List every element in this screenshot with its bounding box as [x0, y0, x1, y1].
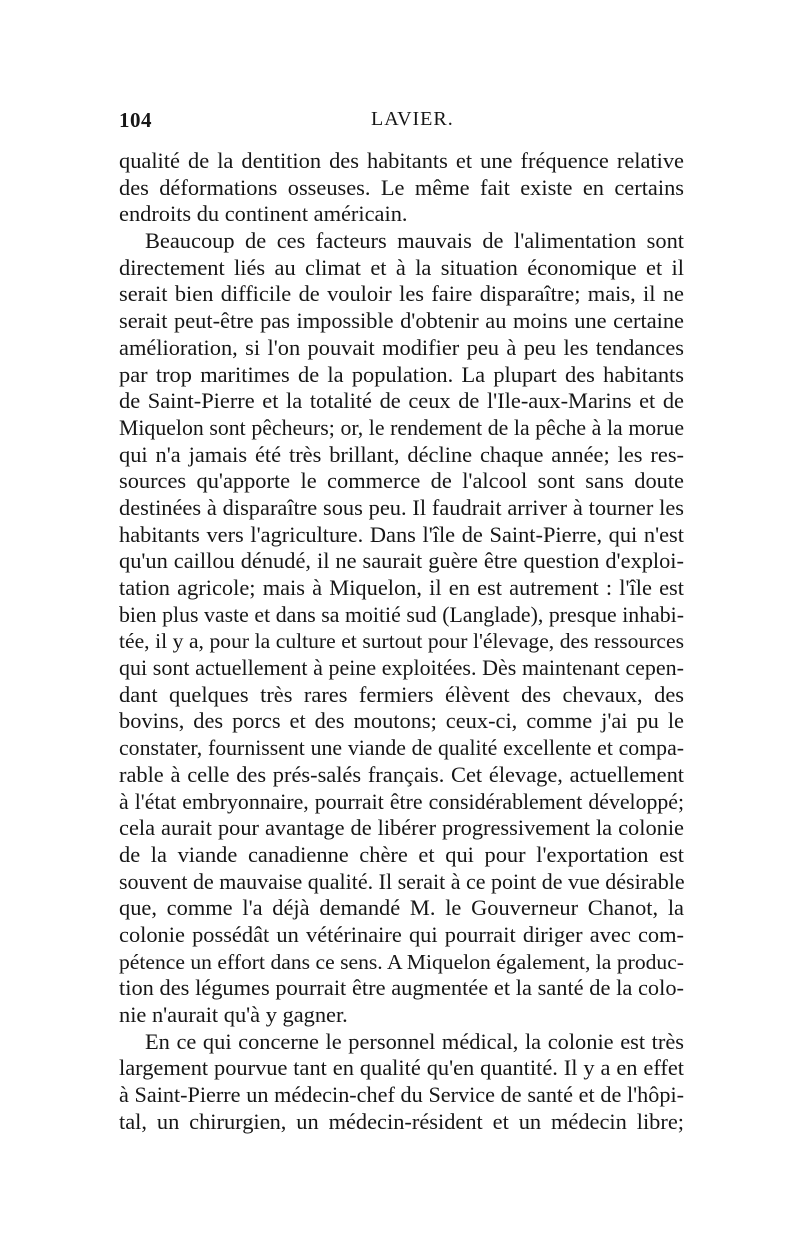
text-line: serait peut-être pas impossible d'obtenir au moins une certaine [119, 308, 684, 334]
text-line: Miquelon sont pêcheurs; or, le rendement de la pêche à la morue [119, 415, 684, 440]
text-line: de Saint-Pierre et la totalité de ceux de l'Ile-aux-Marins et de [119, 388, 684, 414]
text-line: constater, fournissent une viande de qualité excellente et compa- [119, 736, 684, 761]
text-line: pétence un effort dans ce sens. A Miquelon également, la produc- [119, 949, 684, 974]
text-line: destinées à disparaître sous peu. Il faudrait arriver à tourner les [119, 494, 684, 520]
running-head: LAVIER. [371, 108, 454, 130]
page-number: 104 [119, 108, 152, 132]
text-line: amélioration, si l'on pouvait modifier peu à peu les tendances [119, 334, 684, 360]
text-line: habitants vers l'agriculture. Dans l'île de Saint-Pierre, qui n'est [119, 521, 684, 547]
text-line: largement pourvue tant en qualité qu'en quantité. Il y a en effet [119, 1055, 684, 1081]
text-line: souvent de mauvaise qualité. Il serait à ce point de vue désirable [119, 868, 685, 894]
text-line: des déformations osseuses. Le même fait existe en certains [119, 174, 684, 200]
text-line: tion des légumes pourrait être augmentée et la santé de la colo- [119, 975, 684, 1001]
text-line: dant quelques très rares fermiers élèvent des chevaux, des [119, 681, 684, 707]
text-line: de la viande canadienne chère et qui pour l'exportation est [119, 841, 684, 867]
text-line: En ce qui concerne le personnel médical, la colonie est très [145, 1028, 684, 1054]
text-line: directement liés au climat et à la situation économique et il [119, 254, 684, 280]
text-line: rable à celle des prés-salés français. Cet élevage, actuellement [119, 761, 684, 787]
text-line: que, comme l'a déjà demandé M. le Gouverneur Chanot, la [119, 895, 684, 921]
text-line: bien plus vaste et dans sa moitié sud (Langlade), presque inhabi- [119, 602, 684, 627]
text-line: nie n'aurait qu'à y gagner. [119, 1002, 348, 1027]
text-line: qualité de la dentition des habitants et une fréquence relative [119, 148, 684, 173]
text-line: tée, il y a, pour la culture et surtout pour l'élevage, des ressources [119, 629, 684, 654]
text-line: tal, un chirurgien, un médecin-résident et un médecin libre; [119, 1108, 684, 1134]
text-line: tation agricole; mais à Miquelon, il en est autrement : l'île est [119, 575, 684, 600]
text-line: cela aurait pour avantage de libérer progressivement la colonie [119, 815, 684, 841]
text-line: colonie possédât un vétérinaire qui pourrait diriger avec com- [119, 921, 684, 947]
page-header [119, 108, 684, 136]
text-line: qu'un caillou dénudé, il ne saurait guère être question d'exploi- [119, 548, 684, 574]
text-line: serait bien difficile de vouloir les faire disparaître; mais, il ne [119, 281, 684, 307]
text-line: Beaucoup de ces facteurs mauvais de l'alimentation sont [145, 228, 684, 254]
text-line: sources qu'apporte le commerce de l'alcool sont sans doute [119, 468, 684, 494]
text-line: à Saint-Pierre un médecin-chef du Service de santé et de l'hôpi- [119, 1082, 684, 1108]
text-line: qui n'a jamais été très brillant, décline chaque année; les res- [119, 441, 684, 467]
text-line: à l'état embryonnaire, pourrait être considérablement développé; [119, 789, 684, 814]
text-line: par trop maritimes de la population. La plupart des habitants [119, 361, 684, 387]
text-line: bovins, des porcs et des moutons; ceux-ci, comme j'ai pu le [119, 708, 684, 734]
text-line: endroits du continent américain. [119, 201, 408, 227]
text-line: qui sont actuellement à peine exploitées. Dès maintenant cepen- [119, 655, 684, 681]
body-text [119, 148, 684, 1135]
